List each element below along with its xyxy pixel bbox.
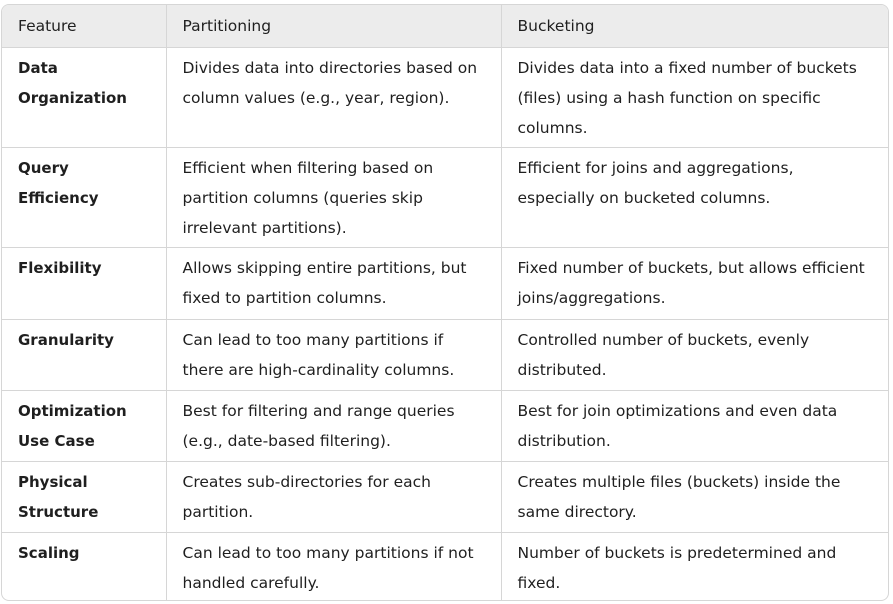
header-bucketing: Bucketing: [501, 5, 888, 47]
partitioning-cell: Divides data into directories based on column values (e.g., year, region).: [166, 47, 501, 147]
table-row: [2, 390, 888, 461]
bucketing-cell: Fixed number of buckets, but allows efficient joins/aggregations.: [501, 247, 888, 319]
bucketing-cell: Controlled number of buckets, evenly distributed.: [501, 319, 888, 390]
partitioning-cell: Can lead to too many partitions if there are high-cardinality columns.: [166, 319, 501, 390]
table-row: [2, 532, 888, 601]
table-header-row: [2, 5, 888, 47]
bucketing-cell: Number of buckets is predetermined and fixed.: [501, 532, 888, 601]
feature-cell: Data Organization: [2, 47, 166, 147]
feature-cell: Optimization Use Case: [2, 390, 166, 461]
bucketing-cell: Divides data into a fixed number of buckets (files) using a hash function on specific columns.: [501, 47, 888, 147]
table-row: [2, 319, 888, 390]
table-row: [2, 247, 888, 319]
header-partitioning: Partitioning: [166, 5, 501, 47]
partitioning-cell: Creates sub-directories for each partition.: [166, 461, 501, 532]
feature-cell: Physical Structure: [2, 461, 166, 532]
feature-cell: Query Efficiency: [2, 147, 166, 247]
feature-cell: Scaling: [18, 543, 80, 562]
comparison-table: [2, 5, 888, 601]
header-feature: Feature: [2, 5, 166, 47]
table-row: [2, 47, 888, 147]
bucketing-cell: Efficient for joins and aggregations, especially on bucketed columns.: [501, 147, 888, 247]
partitioning-cell: Efficient when filtering based on partition columns (queries skip irrelevant partitions).: [166, 147, 501, 247]
table-row: [2, 461, 888, 532]
table-row: [2, 147, 888, 247]
partitioning-cell: Best for filtering and range queries (e.g., date-based filtering).: [166, 390, 501, 461]
partitioning-cell: Can lead to too many partitions if not handled carefully.: [166, 532, 501, 601]
bucketing-cell: Best for join optimizations and even data distribution.: [501, 390, 888, 461]
feature-cell: Flexibility: [2, 247, 166, 319]
comparison-table-container: [1, 4, 889, 601]
bucketing-cell: Creates multiple files (buckets) inside the same directory.: [501, 461, 888, 532]
feature-cell: Granularity: [2, 319, 166, 390]
partitioning-cell: Allows skipping entire partitions, but fixed to partition columns.: [166, 247, 501, 319]
